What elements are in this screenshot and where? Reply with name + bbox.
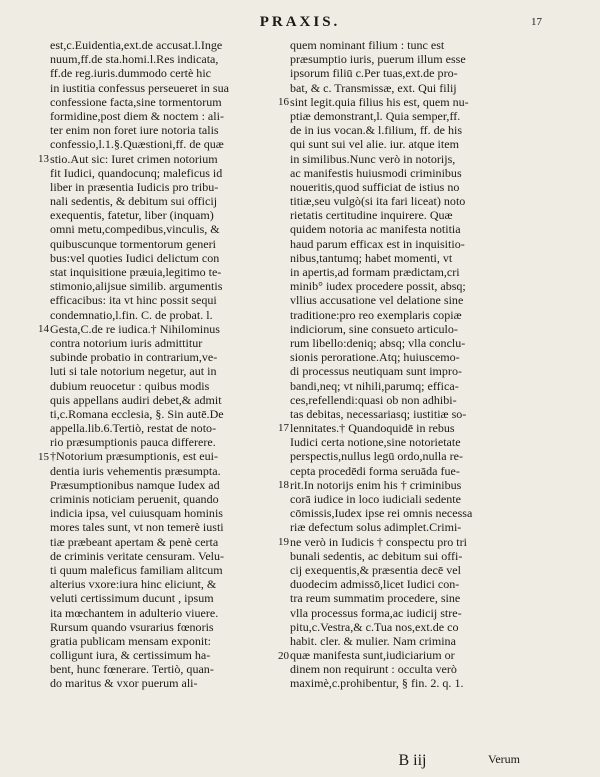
text-line: habit. cler. & mulier. Nam crimina — [290, 633, 456, 648]
text-line: qui sunt sui vel alie. iur. atque item — [290, 137, 459, 152]
text-line: dubium reuocetur : quibus modis — [50, 378, 210, 393]
text-line: noueritis,quod sufficiat de istius no — [290, 179, 460, 194]
text-line: cepta procedēdi forma seruāda fue- — [290, 463, 460, 478]
text-line: quibuscunque tormentorum generi — [50, 236, 216, 251]
text-line: cōmissis,Iudex ipse rei omnis necessa — [290, 506, 473, 521]
text-line: bandi,neq; vt nihili,parumq; effica- — [290, 378, 459, 393]
text-line: præsumptio iuris, puerum illum esse — [290, 52, 466, 67]
text-line: bunali sedentis, ac debitum sui offi- — [290, 548, 463, 563]
text-line: titiæ,seu vulgò(si ita fari liceat) noto — [290, 194, 466, 209]
section-number: 16 — [278, 95, 289, 108]
section-number: 15 — [38, 450, 49, 463]
text-line: nuum,ff.de sta.homi.l.Res indicata, — [50, 52, 219, 67]
text-line: sint legit.quia filius his est, quem nu- — [290, 94, 469, 109]
text-line: lennitates.† Quandoquidē in rebus — [290, 421, 455, 436]
text-line: do maritus & vxor puerum ali- — [50, 676, 198, 691]
section-number: 13 — [38, 152, 49, 165]
section-number: 19 — [278, 536, 289, 548]
text-line: haud parum efficax est in inquisitio- — [290, 236, 465, 251]
text-line: perspectis,nullus legū ordo,nulla re- — [290, 449, 463, 464]
text-line: corā iudice in loco iudiciali sedente — [290, 492, 461, 506]
text-line: efficacibus: ita vt hinc possit sequi — [50, 293, 217, 308]
text-line: liber in præsentia Iudicis pro tribu- — [50, 179, 219, 194]
section-number: 17 — [278, 422, 289, 435]
text-line: maximè,c.prohibentur, § fin. 2. q. 1. — [290, 676, 464, 691]
text-line: stio.Aut sic: Iuret crimen notorium — [50, 151, 218, 166]
text-line: tra reum summatim procedere, sine — [290, 591, 461, 606]
text-line: est,c.Euidentia,ext.de accusat.l.Inge — [50, 38, 223, 52]
text-line: Præsumptionibus namque Iudex ad — [50, 477, 220, 492]
text-line: in iustitia confessus perseueret in sua — [50, 80, 229, 95]
text-line: ne verò in Iudicis † conspectu pro tri — [290, 534, 467, 549]
text-line: minib° iudex procedere possit, absq; — [290, 279, 466, 294]
text-line: subinde probatio in contrarium,ve- — [50, 350, 218, 365]
section-number: 20 — [278, 649, 289, 662]
text-line: cij exequentis,& præsentia decē vel — [290, 562, 461, 577]
text-line: dinem non requirunt : occulta verò — [290, 662, 457, 677]
text-line: indiciorum, sine consueto articulo- — [290, 321, 458, 336]
text-line: bat, & c. Transmissæ, ext. Qui filij — [290, 80, 457, 95]
text-line: appella.lib.6.Tertiò, restat de noto- — [50, 421, 217, 436]
text-line: dentia iuris vehementis præsumpta. — [50, 463, 221, 478]
catchword: Verum — [488, 752, 520, 766]
text-line: ces,refellendi:quasi ob non adhibi- — [290, 392, 457, 407]
text-line: Rursum quando vsurarius fœnoris — [50, 619, 214, 634]
text-line: quidem notoria ac manifesta notitia — [290, 222, 461, 237]
text-line: formidine,post diem & noctem : ali- — [50, 108, 224, 123]
left-text-column — [50, 38, 283, 691]
text-line: quæ manifesta sunt,iudiciarium or — [290, 648, 455, 663]
signature-mark: B iij — [398, 752, 427, 769]
text-line: riæ defectum solus adimplet.Crimi- — [290, 520, 462, 535]
text-line: condemnatio,l.fin. C. de probat. l. — [50, 307, 213, 322]
text-line: di processus neutiquam sunt impro- — [290, 364, 462, 379]
text-line: vllius accusatione vel delatione sine — [290, 293, 464, 308]
text-line: rit.In notorijs enim his † criminibus — [290, 477, 462, 492]
text-line: ipsorum filiū c.Per tuas,ext.de pro- — [290, 66, 458, 81]
text-line: ti quum maleficus familiam alitcum — [50, 562, 223, 577]
text-line: ti,c.Romana ecclesia, §. Sin autē.De — [50, 406, 224, 421]
text-line: bus:vel quoties Iudici delictum con — [50, 250, 220, 265]
text-line: pitu,c.Vestra,& c.Tua nos,ext.de co — [290, 619, 459, 634]
text-line: de in ius vocan.& l.filium, ff. de his — [290, 123, 463, 138]
text-line: ita mœchantem in adulterio viuere. — [50, 605, 219, 620]
text-line: nibus,tantumq; habet momenti, vt — [290, 250, 453, 265]
text-line: bent, hunc fœnerare. Tertiò, quan- — [50, 662, 214, 677]
running-head — [0, 14, 600, 38]
text-line: in similibus.Nunc verò in notorijs, — [290, 151, 456, 166]
text-line: ter enim non foret iure notoria talis — [50, 123, 219, 138]
text-line: exequentis, fatetur, liber (inquam) — [50, 208, 214, 223]
text-line: quem nominant filium : tunc est — [290, 38, 445, 52]
section-number: 14 — [38, 323, 49, 335]
text-line: veluti certissimum ducunt , ipsum — [50, 591, 214, 606]
text-line: †Notorium præsumptionis, est eui- — [50, 449, 218, 464]
text-line: tiæ præbeant apertam & penè certa — [50, 534, 219, 549]
text-line: alterius vxore:iura hinc eliciunt, & — [50, 577, 217, 592]
text-line: Gesta,C.de re iudica.† Nihilominus — [50, 321, 220, 336]
text-line: ff.de reg.iuris.dummodo certè hic — [50, 66, 212, 81]
right-text-column — [290, 38, 530, 691]
text-line: stat inquisitione præuia,legitimo te- — [50, 265, 222, 279]
text-line: quis appellans audiri debet,& admit — [50, 392, 222, 407]
text-line: vlla processus forma,ac iudicij stre- — [290, 605, 462, 620]
text-line: nali sedentis, & debitum sui officij — [50, 194, 218, 209]
page-number: 17 — [531, 16, 542, 28]
text-line: confessione facta,sine tormentorum — [50, 94, 222, 109]
text-line: ptiæ demonstrant,l. Quia semper,ff. — [290, 108, 461, 123]
text-line: rum libello:deniq; absq; vlla conclu- — [290, 335, 466, 350]
text-line: criminis noticiam peruenit, quando — [50, 492, 219, 506]
text-line: duodecim admissō,licet Iudici con- — [290, 577, 460, 592]
text-line: in apertis,ad formam prædictam,cri — [290, 265, 460, 279]
text-line: colligunt iura, & certissimum ha- — [50, 648, 211, 663]
text-line: traditione:pro reo exemplaris copiæ — [290, 307, 462, 322]
text-line: mores tales sunt, vt non temerè iusti — [50, 520, 224, 535]
text-line: confessio,l.1.§.Quæstioni,ff. de quæ — [50, 137, 224, 152]
text-line: rio præsumptionis pauca differere. — [50, 435, 216, 450]
text-line: indicia ipsa, vel cuiusquam hominis — [50, 506, 223, 521]
section-number: 18 — [278, 479, 289, 492]
text-line: luti si tale notorium negetur, aut in — [50, 364, 217, 379]
text-line: ac manifestis huiusmodi criminibus — [290, 165, 462, 180]
text-line: de criminis veritate censuram. Velu- — [50, 548, 225, 563]
text-line: fit Iudici, quandocunq; maleficus id — [50, 165, 223, 180]
text-line: Iudici certa notione,sine notorietate — [290, 435, 461, 450]
text-line: gratia publicam mensam exponit: — [50, 633, 211, 648]
text-line: stimonio,alijsue similib. argumentis — [50, 279, 223, 294]
text-line: tas debitas, necessariasq; iustitiæ so- — [290, 406, 467, 421]
text-line: rietatis certitudine inquirere. Quæ — [290, 208, 453, 223]
text-line: contra notorium iuris admittitur — [50, 335, 203, 350]
page-title: PRAXIS. — [259, 14, 341, 30]
text-line: omni metu,compedibus,vinculis, & — [50, 222, 220, 237]
text-line: sionis peroratione.Atq; huiuscemo- — [290, 350, 460, 365]
